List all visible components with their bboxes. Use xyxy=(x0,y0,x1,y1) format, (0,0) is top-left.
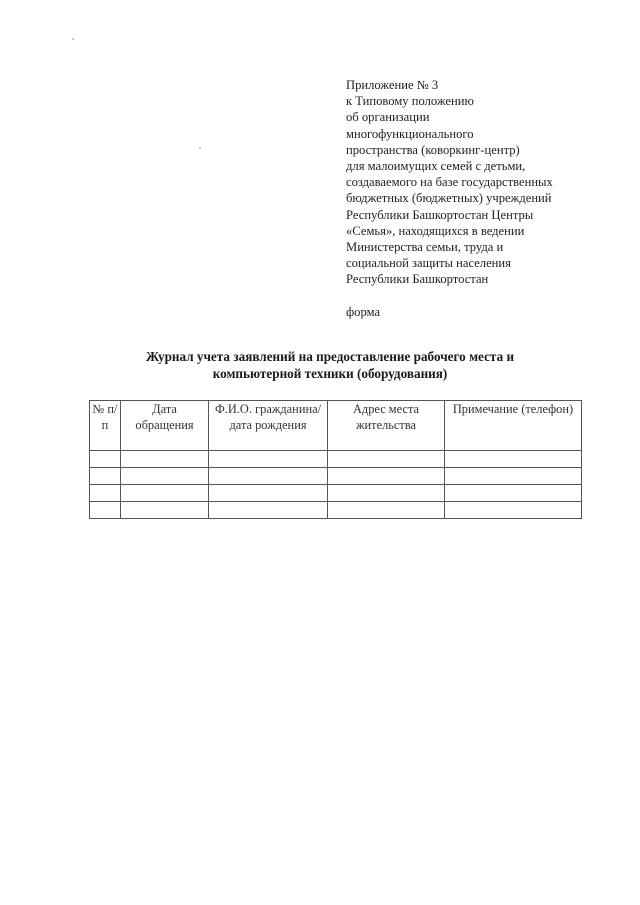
appendix-line: Приложение № 3 xyxy=(346,78,439,92)
table-cell xyxy=(121,451,209,468)
appendix-line: пространства (коворкинг-центр) xyxy=(346,142,520,157)
table-cell xyxy=(328,451,445,468)
table-cell xyxy=(445,468,582,485)
title-line-2: компьютерной техники (оборудования) xyxy=(212,365,448,381)
journal-table xyxy=(89,400,582,519)
document-title xyxy=(80,349,580,382)
appendix-line: Министерства семьи, труда и xyxy=(346,240,504,255)
appendix-line: для малоимущих семей с детьми, xyxy=(346,159,526,174)
table-cell xyxy=(328,485,445,502)
header-number: № п/ п xyxy=(90,401,121,451)
table-cell xyxy=(121,485,209,502)
header-note: Примечание (телефон) xyxy=(445,401,582,451)
appendix-line: бюджетных (бюджетных) учреждений xyxy=(346,191,552,206)
table-cell xyxy=(121,502,209,519)
table-cell xyxy=(445,485,582,502)
table-row xyxy=(90,451,582,468)
table-cell xyxy=(90,468,121,485)
table-cell xyxy=(209,485,328,502)
table-cell xyxy=(209,451,328,468)
scan-speck xyxy=(199,147,201,149)
header-date: Дата обращения xyxy=(121,401,209,451)
table-row xyxy=(90,502,582,519)
table-header-row xyxy=(90,401,582,451)
appendix-line: об организации xyxy=(346,110,430,125)
appendix-line: многофункционального xyxy=(346,126,474,141)
table-row xyxy=(90,485,582,502)
appendix-line: создаваемого на базе государственных xyxy=(346,175,553,190)
table-row xyxy=(90,468,582,485)
appendix-line: Республики Башкортостан xyxy=(346,272,489,287)
header-address: Адрес места жительства xyxy=(328,401,445,451)
table-cell xyxy=(209,468,328,485)
table-cell xyxy=(445,502,582,519)
table-cell xyxy=(328,502,445,519)
header-full-name: Ф.И.О. гражданина/ дата рождения xyxy=(209,401,328,451)
table-cell xyxy=(90,451,121,468)
appendix-line: Республики Башкортостан Центры xyxy=(346,207,534,222)
appendix-line: к Типовому положению xyxy=(346,94,474,109)
title-line-1: Журнал учета заявлений на предоставление рабочего места и xyxy=(145,349,515,364)
table-cell xyxy=(209,502,328,519)
table-cell xyxy=(90,485,121,502)
appendix-line: социальной защиты населения xyxy=(346,256,511,271)
scan-speck xyxy=(72,38,74,40)
table-cell xyxy=(90,502,121,519)
appendix-line: «Семья», находящихся в ведении xyxy=(346,223,525,238)
table-cell xyxy=(121,468,209,485)
appendix-note xyxy=(346,77,596,288)
form-label: форма xyxy=(346,305,381,319)
table-cell xyxy=(445,451,582,468)
table-cell xyxy=(328,468,445,485)
